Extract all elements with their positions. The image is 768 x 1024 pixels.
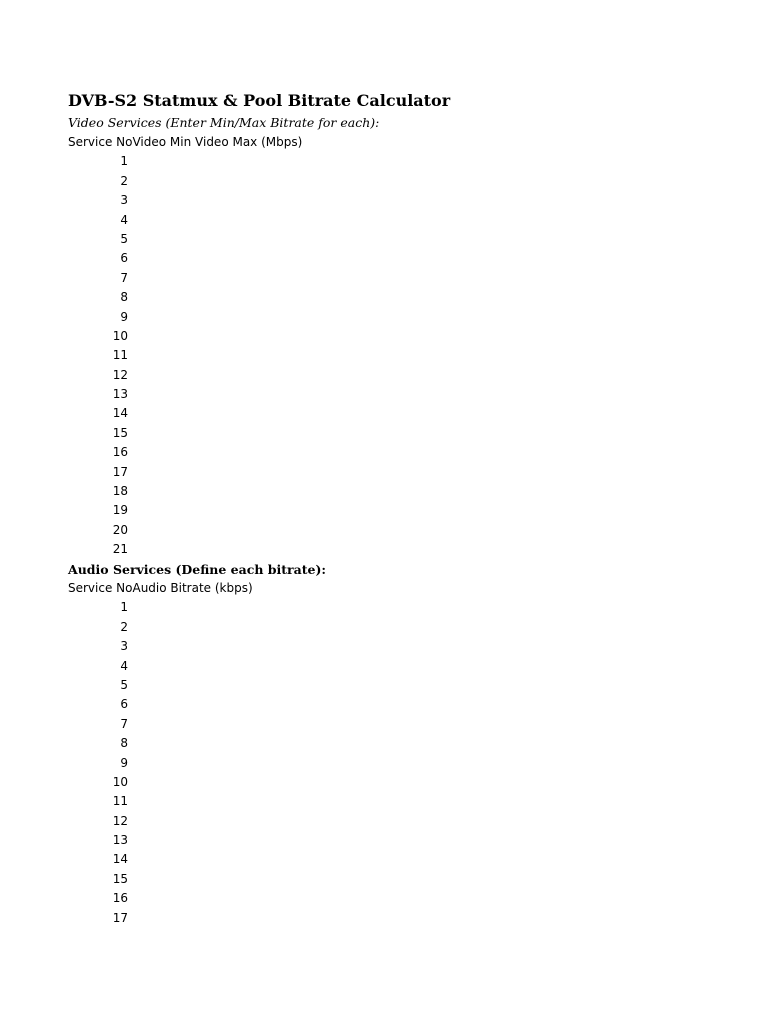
audio-service-number: 11 (112, 794, 128, 809)
video-table-row (68, 249, 708, 268)
audio-service-number: 16 (112, 891, 128, 906)
video-service-number: 6 (120, 251, 128, 266)
audio-service-number: 13 (112, 833, 128, 848)
audio-services-section (68, 560, 708, 928)
video-service-number: 2 (120, 173, 128, 188)
audio-table-row (68, 870, 708, 889)
audio-table-row (68, 850, 708, 869)
audio-service-number: 6 (120, 697, 128, 712)
video-table-row (68, 346, 708, 365)
audio-table-row (68, 773, 708, 792)
video-services-section (68, 112, 708, 560)
audio-service-number: 12 (112, 813, 128, 828)
audio-table-header (68, 579, 708, 598)
audio-table-row (68, 695, 708, 714)
audio-table-row (68, 657, 708, 676)
video-service-number: 3 (120, 193, 128, 208)
audio-service-number: 3 (120, 639, 128, 654)
audio-service-number: 1 (120, 600, 128, 615)
audio-table-row (68, 909, 708, 928)
video-table-row (68, 172, 708, 191)
audio-service-number: 4 (120, 658, 128, 673)
video-service-number: 16 (112, 445, 128, 460)
video-table-row (68, 230, 708, 249)
video-table-row (68, 385, 708, 404)
video-table-row (68, 463, 708, 482)
video-table-row (68, 521, 708, 540)
video-table-header (68, 133, 708, 152)
video-service-number: 14 (112, 406, 128, 421)
video-table-row (68, 443, 708, 462)
audio-table-row (68, 889, 708, 908)
video-table-row (68, 269, 708, 288)
video-service-number: 1 (120, 154, 128, 169)
video-service-number: 7 (120, 270, 128, 285)
audio-table-row (68, 715, 708, 734)
video-service-number: 21 (112, 542, 128, 557)
video-service-number: 10 (112, 328, 128, 343)
audio-table-row (68, 637, 708, 656)
video-table-row (68, 327, 708, 346)
audio-service-number: 8 (120, 736, 128, 751)
audio-table-row (68, 618, 708, 637)
video-service-number: 13 (112, 387, 128, 402)
audio-service-number: 14 (112, 852, 128, 867)
video-table-row (68, 482, 708, 501)
audio-table-row (68, 812, 708, 831)
video-table-row (68, 191, 708, 210)
video-header-min: Video Min (132, 135, 192, 149)
video-table-row (68, 540, 708, 559)
audio-header-bitrate: Audio Bitrate (kbps) (132, 580, 253, 595)
video-table-row (68, 308, 708, 327)
spreadsheet-page (68, 90, 708, 928)
video-service-number: 12 (112, 367, 128, 382)
video-section-title: Video Services (Enter Min/Max Bitrate for each): (68, 115, 380, 130)
video-service-number: 5 (120, 231, 128, 246)
video-service-number: 17 (112, 464, 128, 479)
video-service-number: 19 (112, 503, 128, 518)
video-table-rows (68, 152, 708, 559)
audio-service-number: 15 (112, 871, 128, 886)
video-table-row (68, 404, 708, 423)
audio-table-row (68, 734, 708, 753)
audio-service-number: 7 (120, 716, 128, 731)
video-service-number: 9 (120, 309, 128, 324)
audio-service-number: 10 (112, 774, 128, 789)
audio-table-row (68, 598, 708, 617)
video-service-number: 11 (112, 348, 128, 363)
audio-service-number: 2 (120, 619, 128, 634)
audio-table-row (68, 792, 708, 811)
video-table-row (68, 288, 708, 307)
audio-table-row (68, 676, 708, 695)
audio-section-title: Audio Services (Define each bitrate): (68, 561, 326, 577)
video-service-number: 20 (112, 522, 128, 537)
audio-table-rows (68, 598, 708, 928)
video-service-number: 4 (120, 212, 128, 227)
video-header-max: Video Max (Mbps) (191, 135, 303, 149)
page-title: DVB-S2 Statmux & Pool Bitrate Calculator (68, 91, 451, 110)
video-table-row (68, 501, 708, 520)
audio-service-number: 5 (120, 677, 128, 692)
audio-header-service-no: Service No (68, 580, 133, 595)
audio-table-row (68, 754, 708, 773)
video-service-number: 18 (112, 484, 128, 499)
audio-table-row (68, 831, 708, 850)
audio-service-number: 9 (120, 755, 128, 770)
video-header-service-no: Service No (68, 135, 133, 149)
audio-service-number: 17 (112, 910, 128, 925)
video-service-number: 8 (120, 290, 128, 305)
video-table-row (68, 424, 708, 443)
video-table-row (68, 366, 708, 385)
video-table-row (68, 152, 708, 171)
video-service-number: 15 (112, 425, 128, 440)
video-table-row (68, 211, 708, 230)
